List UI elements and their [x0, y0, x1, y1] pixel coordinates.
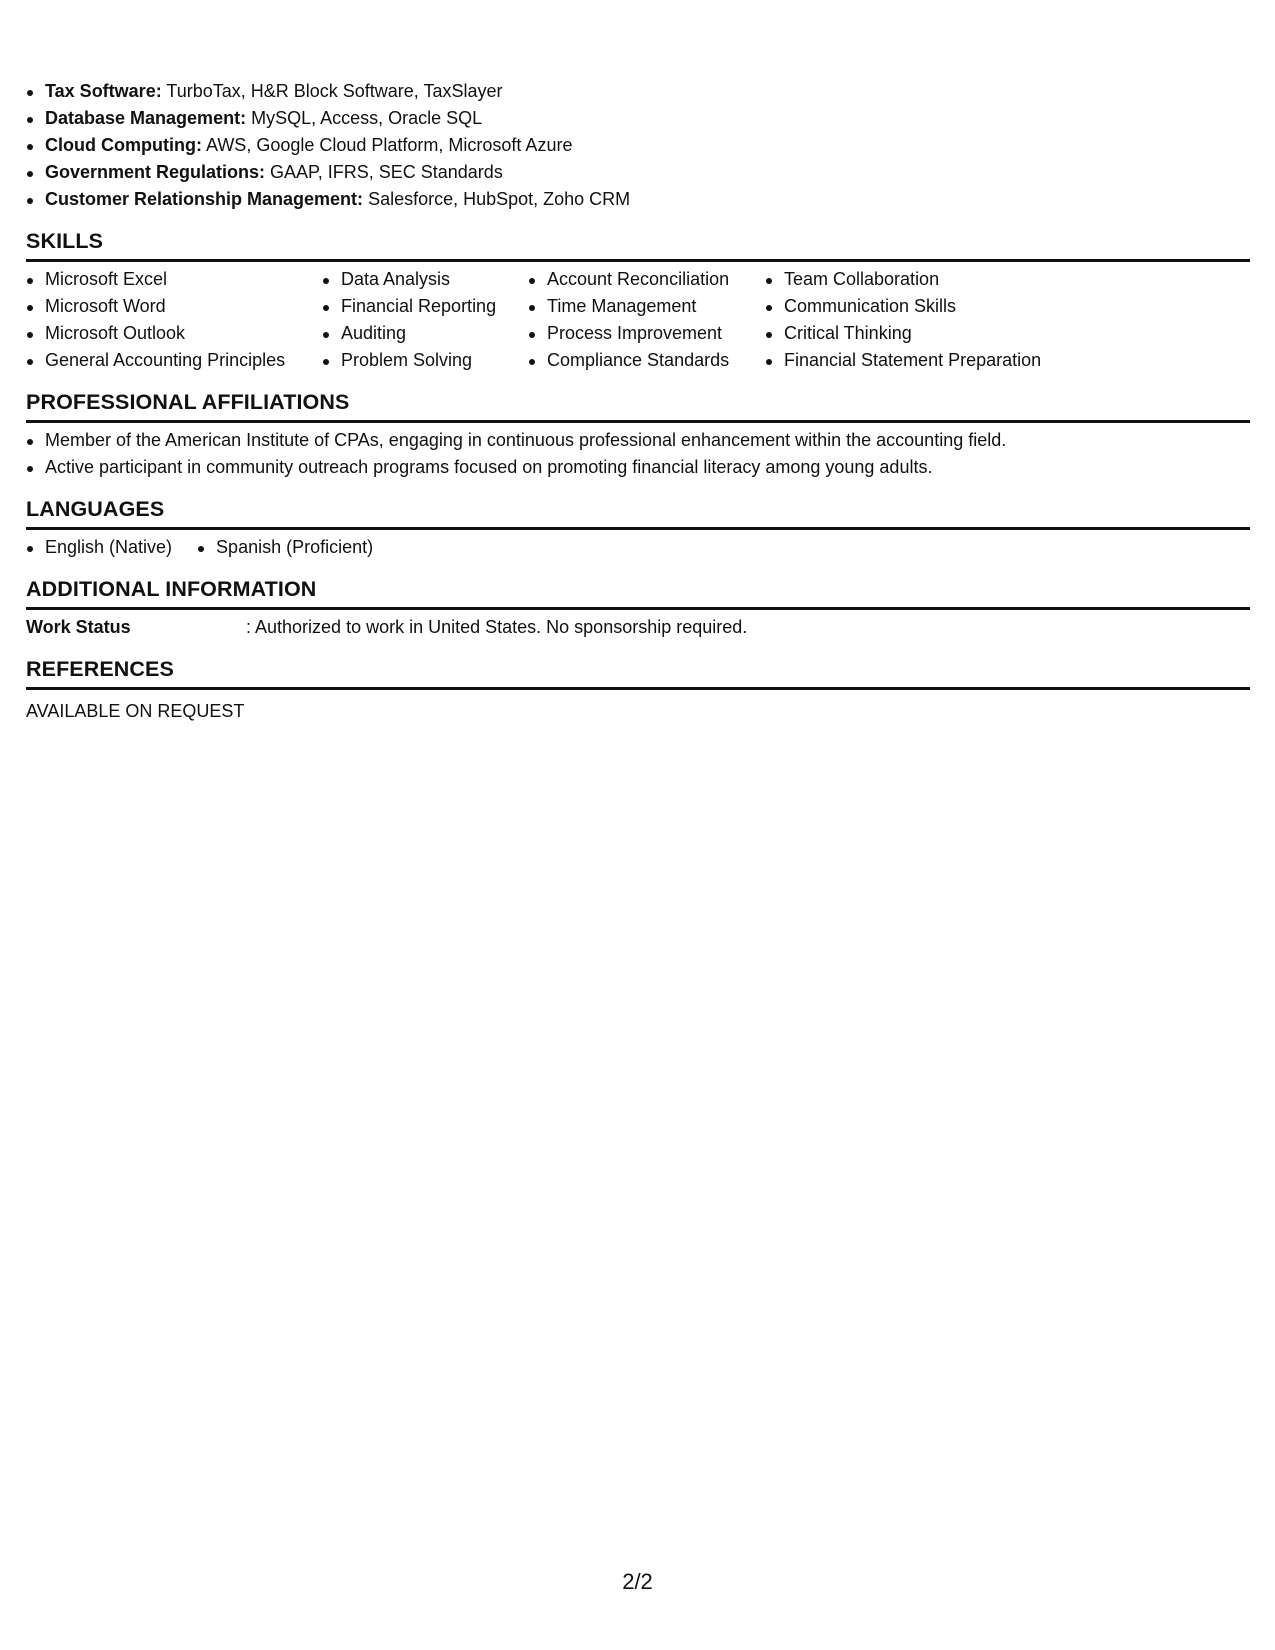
language-item: English (Native) [26, 534, 172, 561]
affiliation-item: Active participant in community outreach programs focused on promoting financial literacy among young adults. [26, 454, 1250, 481]
languages-body [26, 530, 1250, 561]
work-status-value: : Authorized to work in United States. No sponsorship required. [246, 617, 748, 637]
tools-list [26, 78, 1250, 213]
skills-grid [26, 262, 1250, 374]
skill-item: Communication Skills [765, 293, 1085, 320]
work-status-label: Work Status [26, 617, 131, 637]
tools-item [26, 132, 1250, 159]
resume-content [26, 78, 1250, 725]
skill-item: Microsoft Excel [26, 266, 322, 293]
skill-item: General Accounting Principles [26, 347, 322, 374]
skill-item: Data Analysis [322, 266, 528, 293]
work-status-row [26, 610, 1250, 641]
affiliation-item: Member of the American Institute of CPAs, engaging in continuous professional enhancement within the accounting field. [26, 427, 1250, 454]
skills-column [765, 266, 1085, 374]
references-heading: REFERENCES [26, 655, 1250, 690]
skill-item: Microsoft Outlook [26, 320, 322, 347]
skill-item: Time Management [528, 293, 765, 320]
tools-item [26, 78, 1250, 105]
tools-item-value: TurboTax, H&R Block Software, TaxSlayer [166, 81, 503, 101]
additional-info-heading: ADDITIONAL INFORMATION [26, 575, 1250, 610]
affiliations-body [26, 423, 1250, 481]
tools-item-value: GAAP, IFRS, SEC Standards [270, 162, 503, 182]
skills-column [322, 266, 528, 374]
tools-item-label: Cloud Computing: [45, 135, 202, 155]
skill-item: Critical Thinking [765, 320, 1085, 347]
tools-item [26, 159, 1250, 186]
languages-list [26, 534, 1250, 561]
tools-item-value: MySQL, Access, Oracle SQL [251, 108, 483, 128]
references-text: AVAILABLE ON REQUEST [26, 701, 245, 721]
skill-item: Team Collaboration [765, 266, 1085, 293]
skill-item: Financial Reporting [322, 293, 528, 320]
languages-heading: LANGUAGES [26, 495, 1250, 530]
tools-item-value: AWS, Google Cloud Platform, Microsoft Azure [205, 135, 573, 155]
skills-heading: SKILLS [26, 227, 1250, 262]
skill-item: Process Improvement [528, 320, 765, 347]
skill-item: Compliance Standards [528, 347, 765, 374]
language-item: Spanish (Proficient) [197, 534, 373, 561]
skill-item: Financial Statement Preparation [765, 347, 1085, 374]
affiliations-heading: PROFESSIONAL AFFILIATIONS [26, 388, 1250, 423]
skill-item: Problem Solving [322, 347, 528, 374]
tools-item-value: Salesforce, HubSpot, Zoho CRM [368, 189, 631, 209]
skill-item: Account Reconciliation [528, 266, 765, 293]
tools-item [26, 186, 1250, 213]
skills-column [26, 266, 322, 374]
tools-item-label: Database Management: [45, 108, 247, 128]
skill-item: Auditing [322, 320, 528, 347]
affiliations-list [26, 427, 1250, 481]
tools-item-label: Tax Software: [45, 81, 162, 101]
skill-item: Microsoft Word [26, 293, 322, 320]
tools-item [26, 105, 1250, 132]
tools-item-label: Government Regulations: [45, 162, 266, 182]
page-number: 2/2 [622, 1569, 653, 1594]
skills-column [528, 266, 765, 374]
tools-item-label: Customer Relationship Management: [45, 189, 364, 209]
